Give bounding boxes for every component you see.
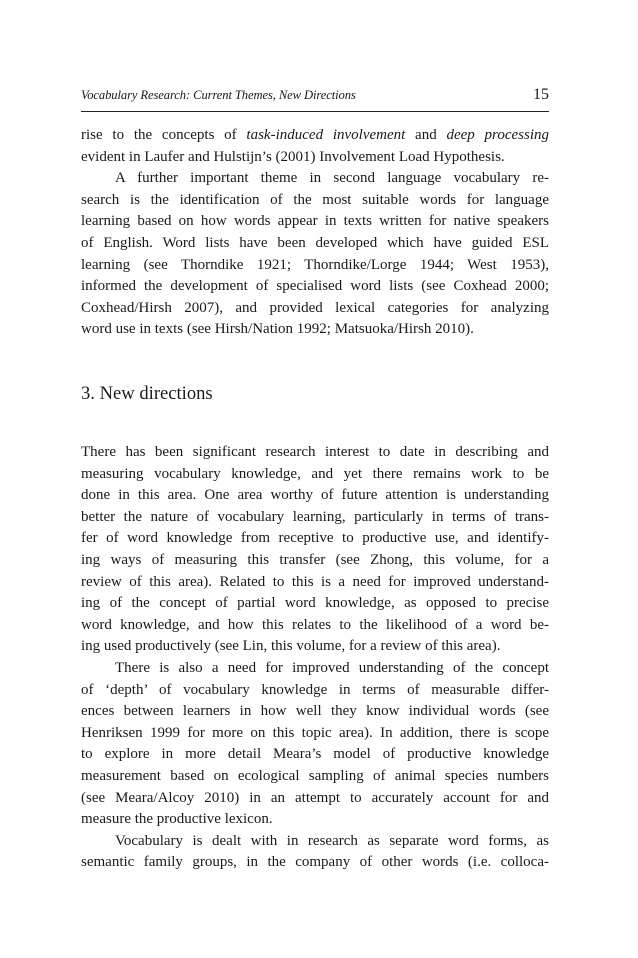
- text-line: measure the productive lexicon.: [81, 811, 273, 828]
- italic-term: task-induced involvement: [246, 127, 406, 143]
- text-line: There has been significant research interest to date in describing and: [81, 444, 549, 460]
- text-line: ing of the concept of partial word knowledge, as opposed to precise: [81, 595, 549, 612]
- text-line: Henriksen 1999 for more on this topic area). In addition, there is scope: [81, 724, 549, 741]
- text-line: word knowledge, and how this relates to the likelihood of a word be-: [81, 616, 549, 633]
- text-line: Vocabulary is dealt with in research as separate word forms, as: [115, 832, 549, 849]
- text-line: There is also a need for improved understanding of the concept: [115, 659, 549, 676]
- text-line: informed the development of specialised word lists (see Coxhead 2000;: [81, 278, 549, 295]
- running-header: [81, 86, 549, 106]
- text-line: word use in texts (see Hirsh/Nation 1992; Matsuoka/Hirsh 2010).: [81, 321, 474, 338]
- page-number: 15: [533, 86, 549, 103]
- text-line: to explore in more detail Meara’s model of productive knowledge: [81, 746, 549, 763]
- text-fragment: and: [405, 127, 447, 143]
- text-line: fer of word knowledge from receptive to productive use, and identify-: [81, 530, 549, 547]
- text-fragment: rise to the concepts of: [81, 127, 247, 143]
- text-line: search is the identification of the most suitable words for language: [81, 191, 549, 208]
- text-line: ences between learners in how well they know individual words (see: [81, 703, 549, 720]
- text-line: of English. Word lists have been developed which have guided ESL: [81, 234, 549, 251]
- document-page: [81, 0, 549, 958]
- section-heading: 3. New directions: [81, 383, 213, 404]
- text-line: done in this area. One area worthy of future attention is understanding: [81, 487, 549, 504]
- text-line: ing used productively (see Lin, this volume, for a review of this area).: [81, 638, 501, 655]
- text-line: review of this area). Related to this is a need for improved understand-: [81, 573, 549, 590]
- text-line: measurement based on ecological sampling of animal species numbers: [81, 767, 549, 784]
- paragraph-block-new-directions: [81, 442, 549, 874]
- text-line: Coxhead/Hirsh 2007), and provided lexical categories for analyzing: [81, 299, 549, 316]
- text-line: learning (see Thorndike 1921; Thorndike/Lorge 1944; West 1953),: [81, 256, 549, 273]
- header-divider: [81, 111, 549, 112]
- text-line: (see Meara/Alcoy 2010) in an attempt to accurately account for and: [81, 789, 549, 806]
- text-line: evident in Laufer and Hulstijn’s (2001) Involvement Load Hypothesis.: [81, 148, 505, 165]
- text-line: better the nature of vocabulary learning, particularly in terms of trans-: [81, 508, 549, 525]
- running-title: Vocabulary Research: Current Themes, New Directions: [81, 88, 356, 102]
- text-line: semantic family groups, in the company of other words (i.e. colloca-: [81, 854, 549, 871]
- italic-term: deep processing: [446, 127, 549, 143]
- paragraph-block-continued: [81, 125, 549, 341]
- text-line: ing ways of measuring this transfer (see Zhong, this volume, for a: [81, 551, 549, 568]
- text-line: A further important theme in second language vocabulary re-: [115, 170, 549, 187]
- text-line: learning based on how words appear in texts written for native speakers: [81, 213, 549, 230]
- text-line: measuring vocabulary knowledge, and yet there remains work to be: [81, 465, 549, 482]
- text-line: [81, 125, 549, 147]
- text-line: of ‘depth’ of vocabulary knowledge in terms of measurable differ-: [81, 681, 549, 698]
